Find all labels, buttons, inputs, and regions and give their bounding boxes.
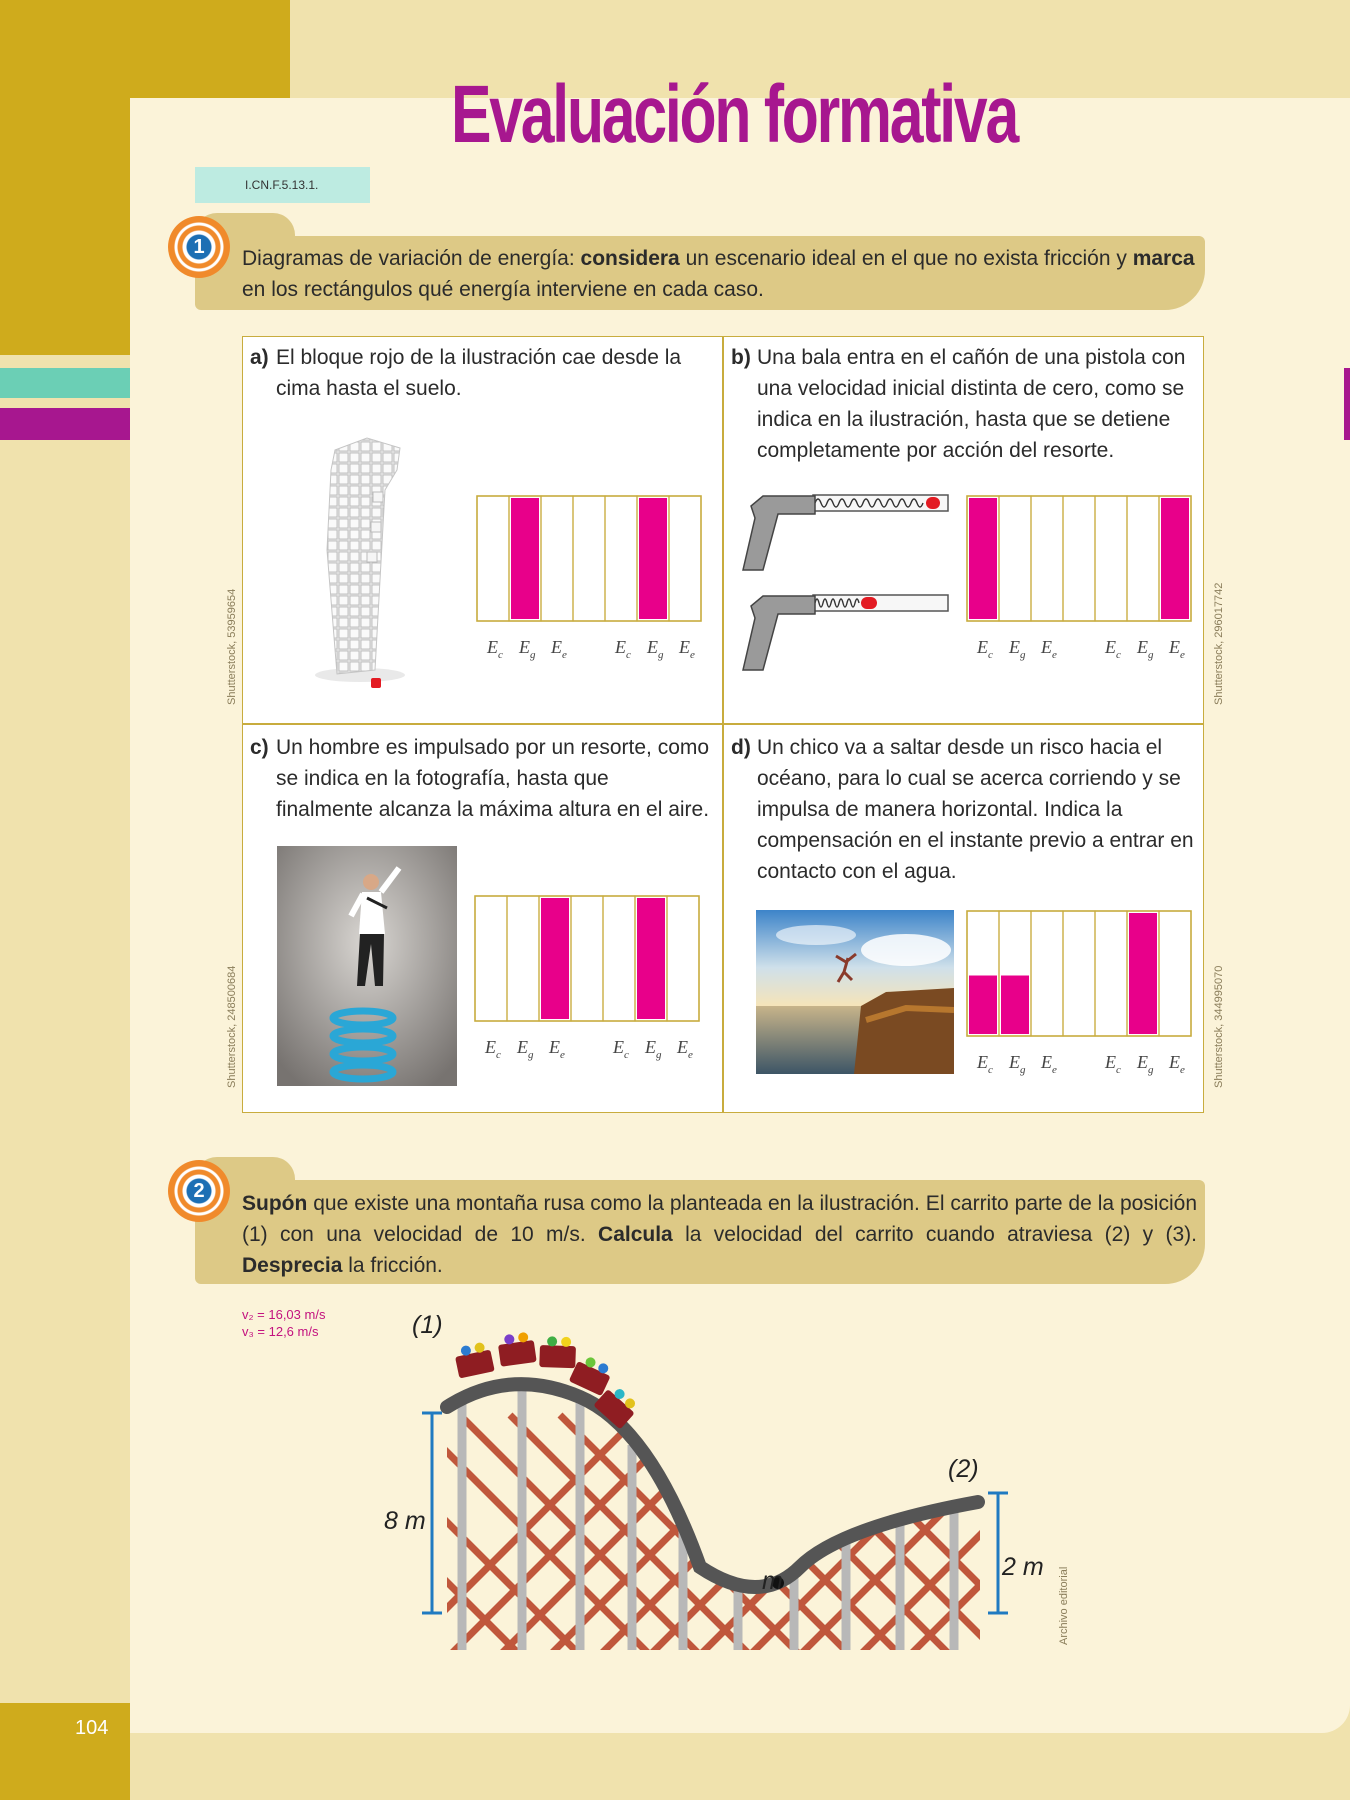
question-1-number-badge: 1 — [168, 216, 230, 278]
energy-label: $E_c$ — [977, 1052, 993, 1076]
cell-c-letter: c) — [250, 736, 269, 759]
energy-bar — [1161, 498, 1189, 619]
cell-b-letter: b) — [731, 346, 751, 369]
cell-c-text — [250, 732, 710, 825]
cell-c-chart — [474, 895, 704, 1069]
left-gold-bar — [0, 0, 130, 355]
energy-label: $E_g$ — [519, 637, 536, 661]
energy-bar — [541, 898, 569, 1019]
energy-label: $E_g$ — [647, 637, 664, 661]
coaster-credit: Archivo editorial — [1058, 1566, 1070, 1645]
energy-label: $E_c$ — [487, 637, 503, 661]
energy-label: $E_g$ — [1137, 637, 1154, 661]
grid-divider-horizontal — [242, 723, 1204, 725]
energy-chart-frame — [967, 911, 1191, 1036]
cell-c-statement: Un hombre es impulsado por un resorte, como se indica en la fotografía, hasta que finalmente alcanza la máxima altura en el aire. — [276, 736, 710, 821]
grid-divider-vertical — [722, 336, 724, 1113]
energy-label: $E_e$ — [551, 637, 567, 661]
cell-d-text — [731, 732, 1196, 887]
cell-a-energy-chart — [476, 495, 706, 665]
energy-bar — [969, 498, 997, 619]
energy-bar — [1001, 976, 1029, 1035]
cliff-jump-photo — [756, 910, 954, 1074]
energy-bar — [639, 498, 667, 619]
cell-d-letter: d) — [731, 736, 751, 759]
question-1-text: Diagramas de variación de energía: considera un escenario ideal en el que no exista fricción y marca en los rectángulos qué energía interviene en cada caso. — [242, 247, 1195, 301]
energy-label: $E_e$ — [1041, 1052, 1057, 1076]
question-2-number-badge: 2 — [168, 1160, 230, 1222]
right-edge-tab — [1344, 368, 1350, 440]
cell-d-credit: Shutterstock, 344995070 — [1213, 965, 1225, 1088]
height-label-right: 2 m — [1002, 1553, 1044, 1581]
energy-label: $E_c$ — [613, 1037, 629, 1061]
cell-a-statement: El bloque rojo de la ilustración cae desde la cima hasta el suelo. — [276, 346, 682, 400]
answer-key — [242, 1306, 325, 1340]
energy-label: $E_g$ — [1137, 1052, 1154, 1076]
cell-c-energy-chart — [474, 895, 704, 1065]
coaster-support-truss — [390, 1385, 1070, 1655]
energy-bar — [1129, 913, 1157, 1034]
energy-label: $E_g$ — [1009, 637, 1026, 661]
energy-label: $E_c$ — [977, 637, 993, 661]
cube-tower-illustration — [305, 430, 415, 695]
cell-d-statement: Un chico va a saltar desde un risco hacia el océano, para lo cual se acerca corriendo y se impulsa de manera horizontal. Indica la compensación en el instante previo a entrar en contacto con el agua. — [757, 736, 1194, 883]
cell-a-chart — [476, 495, 706, 669]
page-title: Evaluación formativa — [451, 69, 1017, 160]
magenta-stripe — [0, 408, 130, 440]
energy-label: $E_g$ — [645, 1037, 662, 1061]
spring-man-photo — [277, 846, 457, 1086]
energy-label: $E_e$ — [1041, 637, 1057, 661]
answer-v2: v₂ = 16,03 m/s — [242, 1307, 326, 1322]
energy-bar — [637, 898, 665, 1019]
question-2-text: Supón que existe una montaña rusa como la planteada en la ilustración. El carrito parte de la posición (1) con una velocidad de 10 m/s. Calcula la velocidad del carrito cuando atraviesa (2) y (3). Desprecia la fricción. — [242, 1192, 1197, 1277]
energy-label: $E_c$ — [615, 637, 631, 661]
energy-label: $E_c$ — [485, 1037, 501, 1061]
energy-chart-frame — [475, 896, 699, 1021]
energy-chart-frame — [967, 496, 1191, 621]
page-number: 104 — [0, 1703, 130, 1800]
top-gold-band — [130, 0, 290, 98]
cell-b-text — [731, 342, 1196, 466]
cell-b-credit: Shutterstock, 296017742 — [1213, 582, 1225, 705]
position-label-1: (1) — [412, 1311, 443, 1339]
answer-v3: v₃ = 12,6 m/s — [242, 1324, 319, 1339]
energy-chart-frame — [477, 496, 701, 621]
energy-label: $E_e$ — [549, 1037, 565, 1061]
energy-label: $E_e$ — [1169, 1052, 1185, 1076]
height-label-left: 8 m — [384, 1507, 426, 1535]
indicator-badge: I.CN.F.5.13.1. — [195, 167, 370, 203]
cell-b-chart — [966, 495, 1196, 669]
energy-label: $E_e$ — [1169, 637, 1185, 661]
cell-d-chart — [966, 910, 1196, 1084]
energy-bar — [511, 498, 539, 619]
teal-stripe — [0, 368, 130, 398]
energy-label: $E_c$ — [1105, 1052, 1121, 1076]
cell-c-credit: Shutterstock, 248500684 — [226, 965, 238, 1088]
energy-label: $E_e$ — [677, 1037, 693, 1061]
spring-gun-illustration — [733, 490, 953, 682]
energy-label: $E_g$ — [517, 1037, 534, 1061]
energy-label: $E_e$ — [679, 637, 695, 661]
cell-a-text — [250, 342, 710, 404]
cell-d-energy-chart — [966, 910, 1196, 1080]
energy-label: $E_g$ — [1009, 1052, 1026, 1076]
mass-label: m — [762, 1567, 783, 1595]
position-label-2: (2) — [948, 1455, 979, 1483]
energy-label: $E_c$ — [1105, 637, 1121, 661]
cell-a-credit: Shutterstock, 53959654 — [226, 588, 238, 705]
roller-coaster-diagram — [370, 1295, 1090, 1660]
cell-b-energy-chart — [966, 495, 1196, 665]
energy-bar — [969, 976, 997, 1035]
cell-a-letter: a) — [250, 346, 269, 369]
cell-b-statement: Una bala entra en el cañón de una pistola con una velocidad inicial distinta de cero, como se indica en la ilustración, hasta que se detiene completamente por acción del resorte. — [757, 346, 1186, 462]
